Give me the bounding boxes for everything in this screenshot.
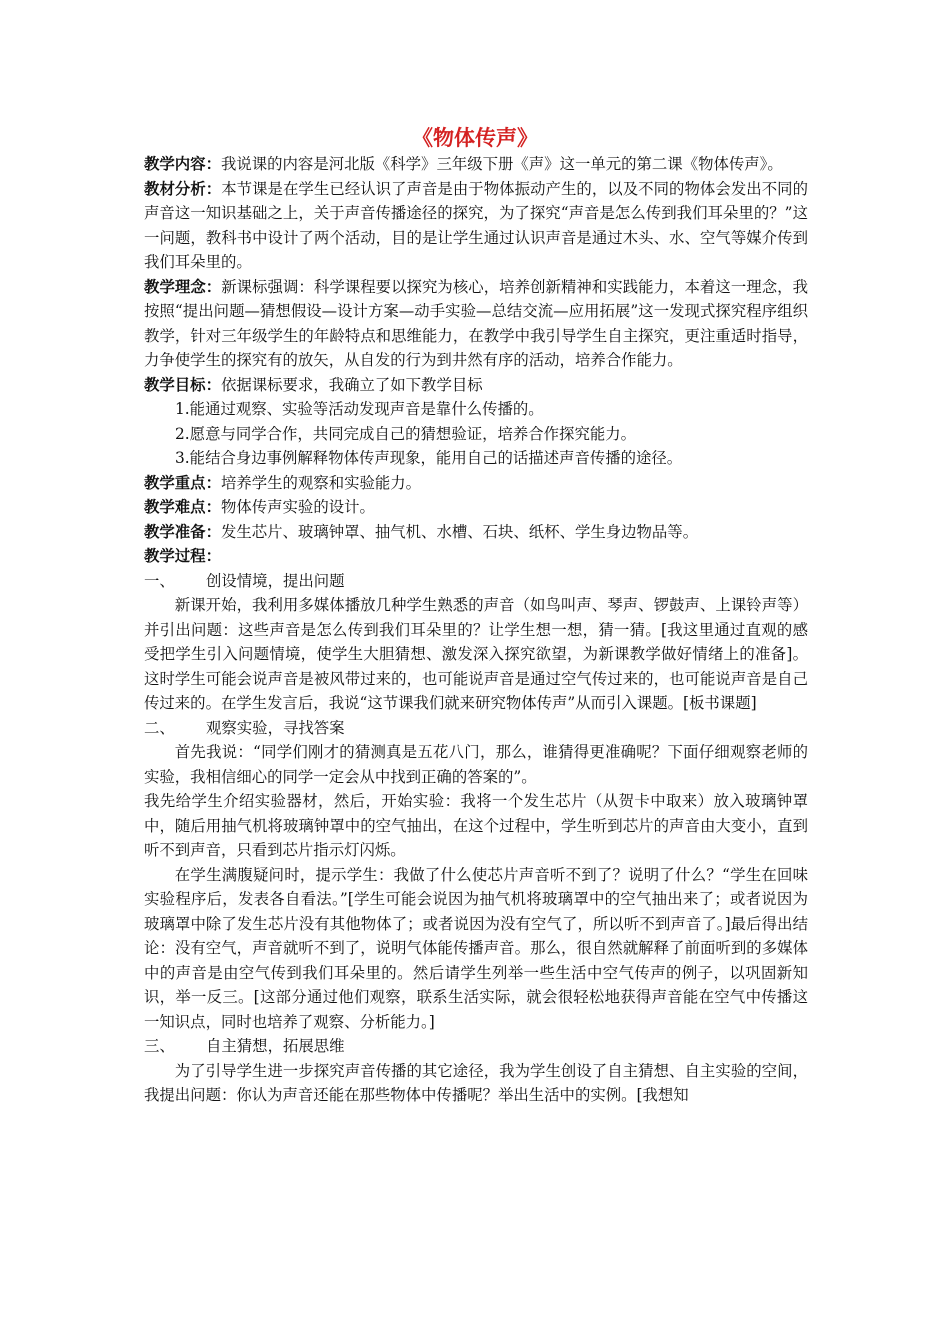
section-material-analysis [144, 177, 808, 275]
process-paragraph: 首先我说：“同学们刚才的猜测真是五花八门，那么，谁猜得更准确呢？下面仔细观察老师的实验，我相信细心的同学一定会从中找到正确的答案的”。 [144, 743, 808, 786]
goal-item: 2.愿意与同学合作，共同完成自己的猜想验证，培养合作探究能力。 [175, 424, 637, 443]
section-teaching-content [144, 152, 808, 177]
section-label: 教学难点： [144, 498, 221, 516]
process-heading-1 [144, 569, 808, 594]
section-number: 一、 [144, 571, 175, 590]
section-number: 三、 [144, 1037, 175, 1055]
section-heading: 自主猜想，拓展思维 [206, 1037, 345, 1055]
section-text: 物体传声实验的设计。 [220, 498, 375, 516]
section-label: 教材分析： [144, 179, 222, 198]
section-text: 我说课的内容是河北版《科学》三年级下册《声》这一单元的第二课《物体传声》。 [220, 155, 783, 173]
process-paragraph: 在学生满腹疑问时，提示学生：我做了什么使芯片声音听不到了？说明了什么？“学生在回味实验程序后，发表各自看法。”[学生可能会说因为抽气机将玻璃罩中的空气抽出来了；或者说因为玻璃罩中除了发生芯片没有其他物体了；或者说因为没有空气了，所以听不到声音了。]最后得出结论：没有空气，声音就听不到了，说明气体能传播声音。那么，很自然就解释了前面听到的多媒体中的声音是由空气传到我们耳朵里的。然后请学生列举一些生活中空气传声的例子，以巩固新知识，举一反三。[这部分通过他们观察，联系生活实际，就会很轻松地获得声音能在空气中传播这一知识点，同时也培养了观察、分析能力。] [144, 865, 808, 1031]
section-label: 教学准备： [144, 522, 221, 541]
section-text: 依据课标要求，我确立了如下教学目标 [220, 375, 483, 394]
section-preparation [144, 520, 808, 545]
process-heading-3 [144, 1034, 808, 1059]
section-process [144, 544, 808, 569]
section-teaching-goals [144, 373, 808, 398]
section-number: 二、 [144, 718, 175, 737]
section-key-point [144, 471, 808, 496]
section-label: 教学目标： [144, 375, 221, 394]
section-heading: 创设情境，提出问题 [206, 571, 345, 590]
section-text: 新课标强调：科学课程要以探究为核心，培养创新精神和实践能力，本着这一理念，我按照“提出问题—猜想假设—设计方案—动手实验—总结交流—应用拓展”这一发现式探究程序组织教学，针对三年级学生的年龄特点和思维能力，在教学中我引导学生自主探究，更注重适时指导，力争使学生的探究有的放矢，从自发的行为到井然有序的活动，培养合作能力。 [144, 277, 808, 369]
section-difficulty [144, 495, 808, 520]
process-paragraph: 我先给学生介绍实验器材，然后，开始实验：我将一个发生芯片（从贺卡中取来）放入玻璃钟罩中，随后用抽气机将玻璃钟罩中的空气抽出，在这个过程中，学生听到芯片的声音由大变小，直到听不到声音，只看到芯片指示灯闪烁。 [144, 792, 808, 859]
section-teaching-philosophy [144, 275, 808, 373]
section-label: 教学理念： [144, 277, 222, 296]
document-body [144, 152, 808, 1108]
section-text: 本节课是在学生已经认识了声音是由于物体振动产生的，以及不同的物体会发出不同的声音这一知识基础之上，关于声音传播途径的探究，为了探究“声音是怎么传到我们耳朵里的？”这一问题，教科书中设计了两个活动，目的是让学生通过认识声音是通过木头、水、空气等媒介传到我们耳朵里的。 [144, 179, 808, 271]
section-label: 教学重点： [144, 473, 221, 492]
section-heading: 观察实验，寻找答案 [206, 718, 345, 737]
section-text: 培养学生的观察和实验能力。 [220, 473, 422, 492]
goal-item: 1.能通过观察、实验等活动发现声音是靠什么传播的。 [175, 400, 544, 418]
section-label: 教学内容： [144, 155, 221, 173]
process-paragraph: 新课开始，我利用多媒体播放几种学生熟悉的声音（如鸟叫声、琴声、锣鼓声、上课铃声等）并引出问题：这些声音是怎么传到我们耳朵里的？让学生想一想，猜一猜。[我这里通过直观的感受把学生引入问题情境，使学生大胆猜想、激发深入探究欲望，为新课教学做好情绪上的准备]。这时学生可能会说声音是被风带过来的，也可能说声音是通过空气传过来的，也可能说声音是自己传过来的。在学生发言后，我说“这节课我们就来研究物体传声”从而引入课题。[板书课题] [144, 596, 808, 712]
section-label: 教学过程： [144, 547, 221, 565]
document-title: 《物体传声》 [412, 126, 538, 150]
process-paragraph: 为了引导学生进一步探究声音传播的其它途径，我为学生创设了自主猜想、自主实验的空间，我提出问题：你认为声音还能在那些物体中传播呢？举出生活中的实例。[我想知 [144, 1061, 808, 1104]
process-heading-2 [144, 716, 808, 741]
goal-item: 3.能结合身边事例解释物体传声现象，能用自己的话描述声音传播的途径。 [175, 449, 683, 467]
section-text: 发生芯片、玻璃钟罩、抽气机、水槽、石块、纸杯、学生身边物品等。 [220, 522, 699, 541]
